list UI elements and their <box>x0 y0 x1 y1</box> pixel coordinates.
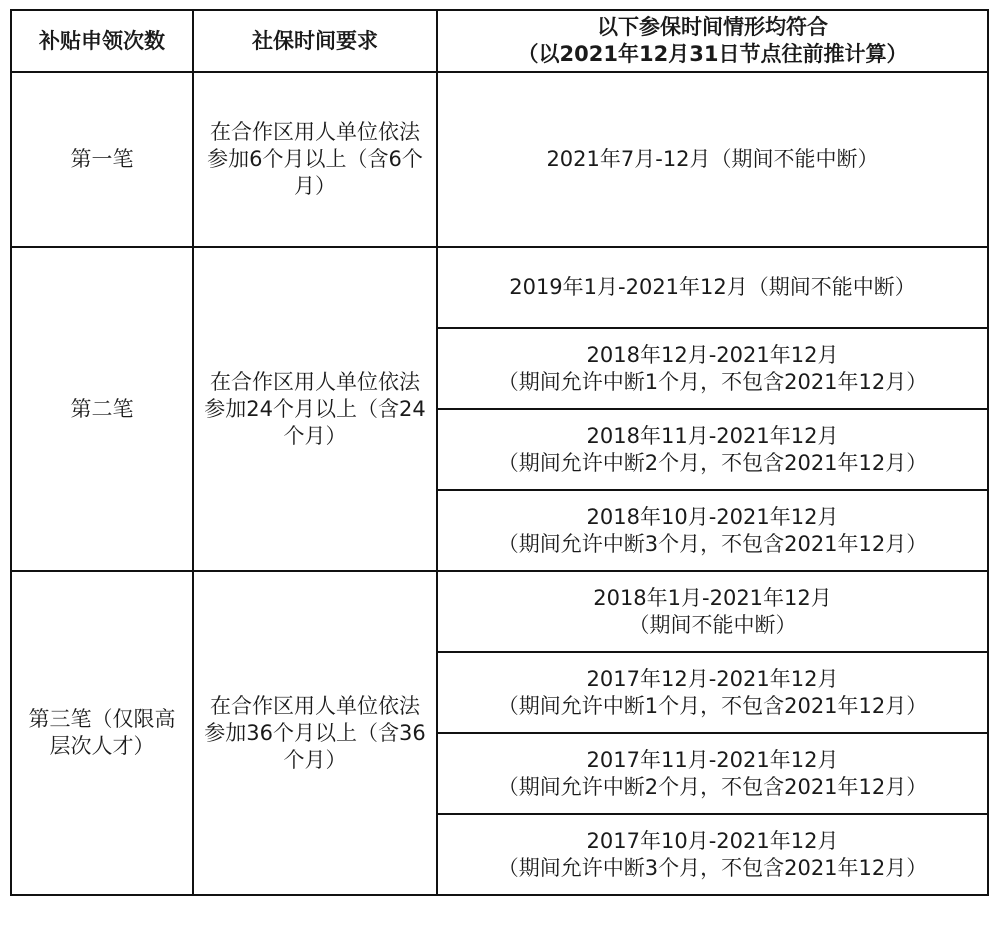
case-line1: 2017年11月-2021年12月 <box>586 747 839 772</box>
case-line1: 2018年10月-2021年12月 <box>586 504 839 529</box>
group-requirement: 在合作区用人单位依法参加24个月以上（含24个月） <box>193 247 437 571</box>
table-row <box>11 72 988 247</box>
group-name: 第三笔（仅限高层次人才） <box>11 571 193 895</box>
case-line2: （期间允许中断1个月，不包含2021年12月） <box>497 369 928 394</box>
table-row <box>11 247 988 328</box>
case-line1: 2017年10月-2021年12月 <box>586 828 839 853</box>
case-line1: 2018年12月-2021年12月 <box>586 342 839 367</box>
header-conditions-line1: 以下参保时间情形均符合 <box>597 15 828 39</box>
group-name: 第二笔 <box>11 247 193 571</box>
case-line2: （期间不能中断） <box>628 612 797 637</box>
table-row <box>11 571 988 652</box>
case-cell <box>437 328 988 409</box>
case-line2: （期间允许中断2个月，不包含2021年12月） <box>497 450 928 475</box>
group-requirement: 在合作区用人单位依法参加6个月以上（含6个月） <box>193 72 437 247</box>
case-line2: （期间允许中断3个月，不包含2021年12月） <box>497 531 928 556</box>
case-line1: 2021年7月-12月（期间不能中断） <box>546 147 879 171</box>
case-cell <box>437 72 988 247</box>
case-line1: 2018年1月-2021年12月 <box>593 585 832 610</box>
header-social-security-requirement: 社保时间要求 <box>193 10 437 72</box>
group-name: 第一笔 <box>11 72 193 247</box>
case-line1: 2017年12月-2021年12月 <box>586 666 839 691</box>
case-cell <box>437 652 988 733</box>
case-cell <box>437 247 988 328</box>
case-line2: （期间允许中断1个月，不包含2021年12月） <box>497 693 928 718</box>
case-cell <box>437 814 988 895</box>
case-line2: （期间允许中断3个月，不包含2021年12月） <box>497 855 928 880</box>
case-cell <box>437 409 988 490</box>
header-claim-count: 补贴申领次数 <box>11 10 193 72</box>
case-line2: （期间允许中断2个月，不包含2021年12月） <box>497 774 928 799</box>
case-line1: 2019年1月-2021年12月（期间不能中断） <box>509 275 916 299</box>
case-cell <box>437 733 988 814</box>
subsidy-table-container <box>10 9 989 896</box>
case-cell <box>437 490 988 571</box>
case-line1: 2018年11月-2021年12月 <box>586 423 839 448</box>
header-row <box>11 10 988 72</box>
header-conditions-line2: （以2021年12月31日节点往前推计算） <box>517 42 908 66</box>
subsidy-table <box>10 9 989 896</box>
group-requirement: 在合作区用人单位依法参加36个月以上（含36个月） <box>193 571 437 895</box>
header-conditions <box>437 10 988 72</box>
case-cell <box>437 571 988 652</box>
